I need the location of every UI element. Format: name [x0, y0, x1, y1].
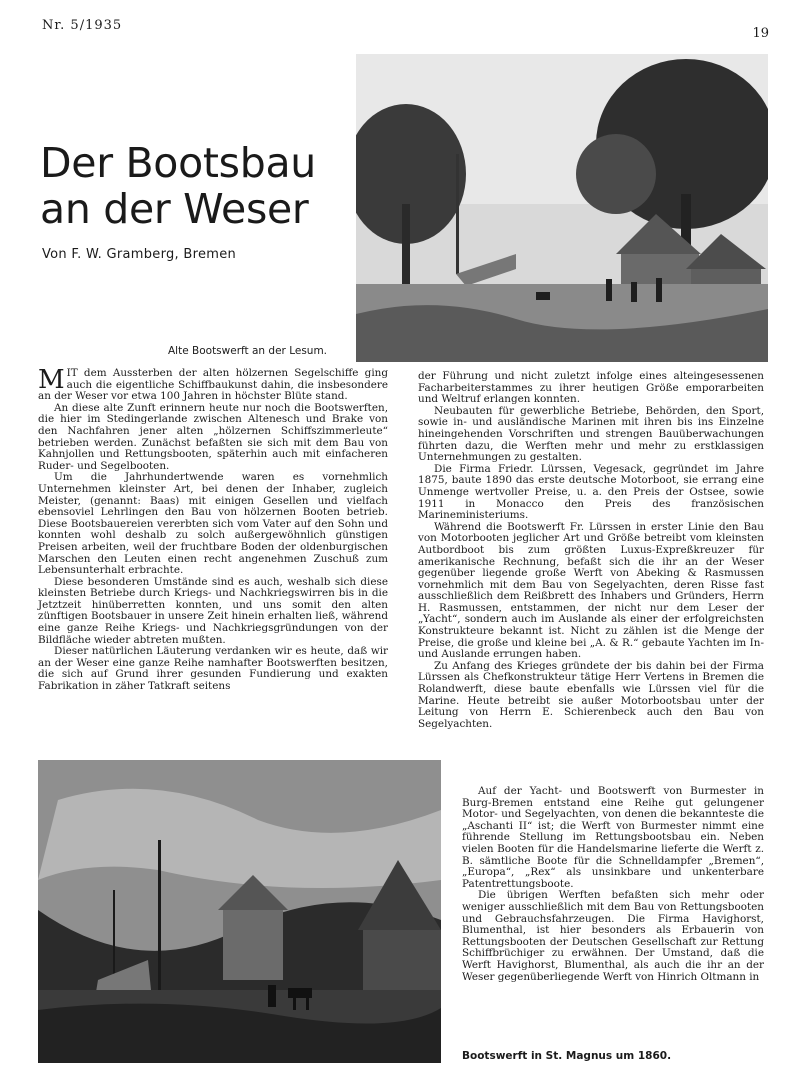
paragraph: Diese besonderen Umstände sind es auch, weshalb sich diese kleinsten Betriebe durch Kriegs- und Nachkriegswirren bis in die Jetztzeit hinüberretten konnten, und uns somit den alten zünftigen Bootsbauer in unsere Zeit hinein erhalten ließ, während eine ganze Reihe Kriegs- und Nachkriegsgründungen von der Bildfläche wieder abtreten mußten.	[38, 575, 388, 646]
painting-boatyard-st-magnus	[38, 760, 441, 1063]
paragraph: Die übrigen Werften befaßten sich mehr oder weniger ausschließlich mit dem Bau von Rettungsbooten und Gebrauchsfahrzeugen. Die Firma Havighorst, Blumenthal, ist hier besonders als Erbauerin von Rettungsbooten der Deutschen Gesellschaft zur Rettung Schiffbrüchiger zu erwähnen. Der Umstand, daß die Werft Havighorst, Blumenthal, als auch die ihr an der Weser gegenüberliegende Werft von Hinrich Oltmann in	[462, 889, 764, 983]
paragraph: Neubauten für gewerbliche Betriebe, Behörden, den Sport, sowie in- und ausländische Marinen mit ihren bis ins Einzelne hineingehenden Vorschriften und strengen Bauüberwachungen führten dazu, die Werften mehr und mehr zu erstklassigen Unternehmungen zu gestalten.	[418, 404, 764, 464]
paragraph: Um die Jahrhundertwende waren es vornehmlich Unternehmen kleinster Art, bei denen der Inhaber, zugleich Meister, (genannt: Baas) mit einigen Gesellen und vielfach ebensoviel Lehrlingen den Bau von hölzernen Booten betrieb. Diese Bootsbauereien vererbten sich vom Vater auf den Sohn und konnten wohl deshalb zu solch außergewöhnlich günstigen Preisen arbeiten, weil der fruchtbare Boden der oldenburgischen Marschen den Leuten einen recht angenehmen Zuschuß zum Lebensunterhalt erbrachte.	[38, 471, 388, 577]
article-column-left	[38, 365, 388, 693]
caption-bottom-image: Bootswerft in St. Magnus um 1860.	[462, 1050, 672, 1062]
article-column-right	[418, 371, 764, 730]
engraving-boatyard-lesum	[356, 54, 768, 362]
drop-cap: M	[38, 365, 65, 395]
paragraph: An diese alte Zunft erinnern heute nur noch die Bootswerften, die hier im Stedingerlande zwischen Altenesch und Brake von den Nachfahren jener alten „hölzernen Schiffszimmerleute“ betrieben werden. Zunächst befaßten sie sich mit dem Bau von Kahnjollen und Rettungsbooten, späterhin auch mit einfacheren Ruder- und Segelbooten.	[38, 401, 388, 472]
caption-top-image: Alte Bootswerft an der Lesum.	[168, 345, 328, 357]
paragraph-intro: MIT dem Aussterben der alten hölzernen Segelschiffe ging auch die eigentliche Schiffbaukunst dahin, die insbesondere an der Weser vor etwa 100 Jahren in höchster Blüte stand.	[38, 365, 388, 403]
page-number: 19	[752, 26, 769, 41]
painting-illustration	[38, 760, 441, 1063]
paragraph: der Führung und nicht zuletzt infolge eines alteingesessenen Facharbeiterstammes zu ihrer heutigen Größe emporarbeiten und Weltruf erlangen konnten.	[418, 370, 764, 406]
paragraph: Dieser natürlichen Läuterung verdanken wir es heute, daß wir an der Weser eine ganze Reihe namhafter Bootswerften besitzen, die sich auf Grund ihrer gesunden Fundierung und exakten Fabrikation in zäher Tatkraft seitens	[38, 645, 388, 693]
paragraph: Während die Bootswerft Fr. Lürssen in erster Linie den Bau von Motorbooten jeglicher Art und Größe betreibt vom kleinsten Autbordboot bis zum größten Luxus-Expreßkreuzer für amerikanische Rechnung, befaßt sich die ihr an der Weser gegenüber liegende große Werft von Abeking & Rasmussen vornehmlich mit dem Bau von Segelyachten, deren Risse fast ausschließlich dem Reißbrett des Inhabers und Gründers, Herrn H. Rasmussen, entstammen, der nicht nur dem Leser der „Yacht“, sondern auch im Auslande als einer der erfolgreichsten Konstrukteure bekannt ist. Nicht zu zählen ist die Menge der Preise, die große und kleine bei „A. & R.“ gebaute Yachten im In- und Auslande errungen haben.	[418, 520, 764, 661]
paragraph: Die Firma Friedr. Lürssen, Vegesack, gegründet im Jahre 1875, baute 1890 das erste deutsche Motorboot, sie errang eine Unmenge wertvoller Preise, u. a. den Preis der Ostsee, sowie 1911 in Monacco den Preis des französischen Marineministeriums.	[418, 462, 764, 522]
engraving-illustration	[356, 54, 768, 362]
article-title: Der Bootsbau an der Weser	[40, 139, 316, 233]
paragraph: Auf der Yacht- und Bootswerft von Burmester in Burg-Bremen entstand eine Reihe gut gelungener Motor- und Segelyachten, von denen die bekannteste die „Aschanti II“ ist; die Werft von Burmester nimmt eine führende Stellung im Rettungsbootsbau ein. Neben vielen Booten für die Handelsmarine lieferte die Werft z. B. sämtliche Boote für die Schnelldampfer „Bremen“, „Europa“, „Rex“ als unsinkbare und unkenterbare Patentrettungsboote.	[462, 785, 764, 890]
article-column-right-lower	[462, 786, 764, 983]
issue-number: Nr. 5/1935	[42, 18, 123, 33]
paragraph: Zu Anfang des Krieges gründete der bis dahin bei der Firma Lürssen als Chefkonstrukteur tätige Herr Vertens in Bremen die Rolandwerft, diese baute ebenfalls wie Lürssen viel für die Marine. Heute betreibt sie außer Motorbootsbau unter der Leitung von Herrn E. Schierenbeck auch den Bau von Segelyachten.	[418, 659, 764, 730]
article-byline: Von F. W. Gramberg, Bremen	[42, 247, 237, 262]
